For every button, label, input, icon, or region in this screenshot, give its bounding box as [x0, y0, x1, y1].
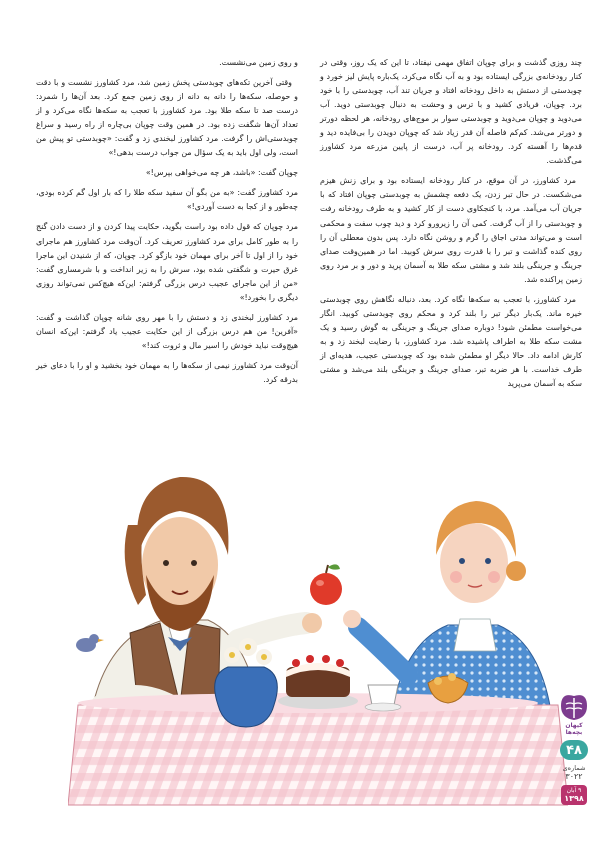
story-column-left — [36, 56, 298, 393]
paragraph: آن‌وقت مرد کشاورز نیمی از سکه‌ها را به مهمان خود بخشید و او را با دعای خیر بدرقه کرد. — [36, 360, 298, 384]
apple-figure — [310, 564, 342, 605]
cake — [278, 655, 358, 709]
date-line: ۹ آبان — [566, 787, 582, 794]
paragraph: چند روزی گذشت و برای چوپان اتفاق مهمی نیفتاد، تا این که یک روز، وقتی در کنار رودخانه‌ی بزرگی ایستاده بود و به آب نگاه می‌کرد، یک‌باره پایش لیز خورد و چوبدستی از دستش به داخل رودخانه افتاد و جریان تند آب، چوبدستی را با خود برد. چوپان، فریادی کشید و با ترس و وحشت به دنبال چوبدستی دوید. آب می‌دوید و چوپان می‌دوید و چوبدستی سوار بر موج‌های رودخانه، هر لحظه دورتر و دورتر می‌شد. کم‌کم فاصله آن قدر زیاد شد که چوپان دویدن را بی‌فایده دید و قدم‌ها را آهسته کرد. رودخانه پر آب، درست از پایین مزرعه مرد کشاورز می‌گذشت. — [320, 58, 582, 166]
paragraph: و روی زمین می‌نشست. — [219, 58, 298, 67]
paragraph: مرد کشاورز گفت: «به من بگو آن سفید سکه طلا را که بار اول گم کرده بودی، چه‌طور و از کجا به دست آوردی!» — [36, 188, 298, 212]
paragraph: مرد کشاورز، با تعجب به سکه‌ها نگاه کرد. بعد، دنباله نگاهش روی چوبدستی خیره ماند. یک‌بار دیگر تبر را بلند کرد و محکم روی چوبدستی کوبید. انگار می‌خواست مطمئن شود! دوباره صدای جرینگ و جرینگی به گوش رسید و یک مشت سکه طلا به اطراف پاشیده شد. مرد کشاورز، با رضایت لبخند زد و به کارش ادامه داد. حالا دیگر او مطمئن شده بود که چوبدستی عجیب، هدیه‌ای از طرف خداست. با هر ضربه تبر، صدای جرینگ و جرینگی بلند می‌شد و مشتی سکه به آسمان می‌پرید — [320, 294, 582, 389]
magazine-sidebar — [557, 690, 591, 805]
page-number-badge: ۴۸ — [560, 740, 588, 760]
magazine-name — [565, 722, 582, 736]
dining-table — [68, 693, 568, 805]
paragraph: وقتی آخرین تکه‌های چوبدستی پخش زمین شد، مرد کشاورز نشست و با دقت و حوصله، سکه‌ها را دانه به دانه از روی زمین جمع کرد. بعد آن‌ها را شمرد: درست صد تا سکه طلا بود. مرد کشاورز با تعجب به سکه‌ها نگاه می‌کرد و از تعداد آن‌ها شگفت زده بود. در همین وقت چوپان بی‌چاره از راه رسید و سراغ چوبدستی‌اش را گرفت. مرد کشاورز لبخندی زد و گفت: «چوبدستی تو پیش من است، ولی اول باید به یک سؤال من جواب درست بدهی!» — [36, 78, 298, 158]
date-badge — [561, 785, 587, 805]
story-column-right — [320, 56, 582, 397]
magazine-name-line1: کیهان — [565, 722, 583, 729]
issue-number: ۳۰۲۲ — [565, 772, 583, 781]
magazine-logo-icon — [557, 690, 591, 724]
paragraph: مرد کشاورز لبخندی زد و دستش را با مهر روی شانه چوپان گذاشت و گفت: «آفرین! من هم درس بزرگی از این حکایت عجیب یاد گرفتم: این‌که انسان هیچ‌وقت نباید خودش را اسیر مال و ثروت کند!» — [36, 312, 298, 350]
paragraph: چوپان گفت: «باشد، هر چه می‌خواهی بپرس!» — [145, 168, 298, 178]
paragraph: مرد چوپان که قول داده بود راست بگوید، حکایت پیدا کردن و از دست دادن گنج را به طور کامل برای مرد کشاورز تعریف کرد. آن‌وقت مرد کشاورز هم ماجرای خود را از اول تا آخر برای مهمان خود بازگو کرد. چوپان، که از شنیدن این ماجرا غرق حیرت و شگفتی شده بود، سرش را به زیر انداخت و با شرمساری گفت: «من از این ماجرای عجیب درس بزرگی گرفتم: این‌که هیچ‌کس نمی‌تواند روزی دیگری را بخورد!» — [36, 222, 298, 302]
issue-label: شماره‌ی — [562, 764, 586, 772]
paragraph: مرد کشاورز، در آن موقع، در کنار رودخانه ایستاده بود و برای زنش هیزم می‌شکست. در حال تبر زدن، یک دفعه چشمش به چوبدستی چوپان افتاد که با جریان آب می‌آمد. مرد، با کنجکاوی دست از کار کشید و به طرف رودخانه رفت و چوبدستی را از آب گرفت. کمی آن را زیرورو کرد و دید چوب سفت و محکمی است و می‌تواند مدتی اجاق را گرم و روشن نگاه دارد. پس بدون معطلی آن را روی کنده گذاشت و تبر را با قدرت روی سرش کوبید. اما در همین‌وقت صدای جرینگ و جرینگی بلند شد و مشتی سکه طلا به آسمان پرید و دور و بر مرد روی زمین پراکنده شد. — [320, 176, 582, 284]
bird-figure — [76, 634, 104, 652]
year: ۱۳۹۸ — [564, 794, 584, 803]
story-illustration — [68, 405, 568, 810]
magazine-name-line2: بچه‌ها — [565, 729, 583, 736]
